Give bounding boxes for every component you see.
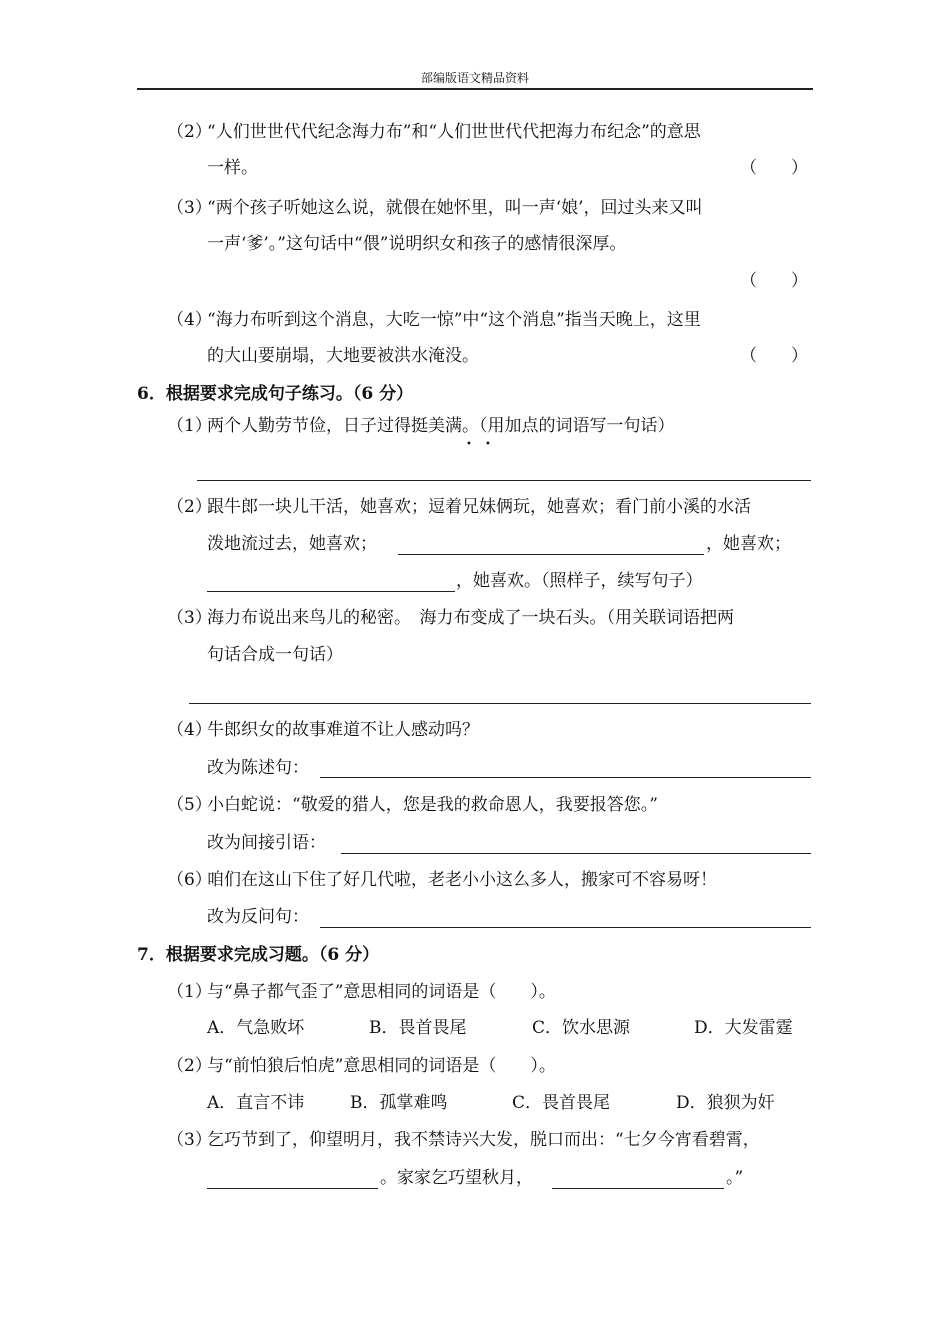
q7-p2-option-b[interactable]: B．孤掌难鸣 (350, 1093, 448, 1113)
q6-s3-num: （3） (167, 608, 212, 628)
q7-heading: 7．根据要求完成习题。（6 分） (137, 945, 380, 965)
q7-p1-option-a[interactable]: A．气急败坏 (207, 1018, 305, 1038)
q7-p3-line2a: 。家家乞巧望秋月， (380, 1168, 533, 1188)
emphasis-dot: • (485, 439, 491, 450)
q6-s2-num: （2） (167, 497, 212, 517)
q6-s3-answer-line[interactable] (189, 703, 811, 704)
q6-s2-line2b: ，她喜欢； (706, 534, 791, 554)
q6-s6-text: 咱们在这山下住了好几代啦，老老小小这么多人，搬家可不容易呀！ (207, 870, 717, 890)
q5-item-2-num: （2） (167, 122, 212, 142)
q5-item-2-line1: “人们世世代代纪念海力布”和“人们世世代代把海力布纪念”的意思 (207, 122, 701, 142)
q5-item-4-line1: “海力布听到这个消息，大吃一惊”中“这个消息”指当天晚上，这里 (207, 310, 701, 330)
q7-p1-num: （1） (167, 982, 212, 1002)
q6-s6-num: （6） (167, 870, 212, 890)
q7-p2-option-a[interactable]: A．直言不讳 (207, 1093, 305, 1113)
q6-s2-line1: 跟牛郎一块儿干活，她喜欢；逗着兄妹俩玩，她喜欢；看门前小溪的水活 (207, 497, 751, 517)
q6-s5-prompt: 改为间接引语： (207, 833, 326, 853)
q6-s2-answer-line-2[interactable] (207, 591, 455, 592)
q5-item-3-line2: 一声‘爹’。”这句话中“偎”说明织女和孩子的感情很深厚。 (207, 234, 627, 254)
q6-s1-num: （1） (167, 416, 212, 436)
q6-s5-text: 小白蛇说：“敬爱的猎人，您是我的救命恩人，我要报答您。” (207, 795, 658, 815)
q6-s3-line2: 句话合成一句话） (207, 645, 343, 665)
q7-p1-option-d[interactable]: D．大发雷霆 (694, 1018, 793, 1038)
q7-p3-num: （3） (167, 1130, 212, 1150)
q7-p2-option-c[interactable]: C．畏首畏尾 (512, 1093, 611, 1113)
q7-p3-line2b: 。” (726, 1168, 744, 1188)
q5-item-2-answer[interactable]: （ ） (740, 158, 808, 178)
q6-s2-line2a: 泼地流过去，她喜欢； (207, 534, 377, 554)
q5-item-3-answer[interactable]: （ ） (740, 271, 808, 291)
q7-p2-option-d[interactable]: D．狼狈为奸 (676, 1093, 775, 1113)
q5-item-4-answer[interactable]: （ ） (740, 346, 808, 366)
q5-item-4-line2: 的大山要崩塌，大地要被洪水淹没。 (207, 346, 479, 366)
q5-item-4-num: （4） (167, 310, 212, 330)
q6-s4-prompt: 改为陈述句： (207, 758, 309, 778)
emphasis-dot: • (466, 439, 472, 450)
header-title: 部编版语文精品资料 (420, 71, 529, 85)
q5-item-3-line1: “两个孩子听她这么说，就偎在她怀里，叫一声‘娘’，回过头来又叫 (207, 198, 703, 218)
q7-p3-answer-line-2[interactable] (552, 1188, 724, 1189)
q6-s6-prompt: 改为反问句： (207, 907, 309, 927)
q6-s4-text: 牛郎织女的故事难道不让人感动吗？ (207, 720, 479, 740)
q6-s5-num: （5） (167, 795, 212, 815)
q5-item-3-num: （3） (167, 198, 212, 218)
q6-s1-text: 两个人勤劳节俭，日子过得挺美满。（用加点的词语写一句话） (207, 416, 675, 436)
q7-p1-option-c[interactable]: C．饮水思源 (532, 1018, 631, 1038)
q5-item-2-line2: 一样。 (207, 158, 258, 178)
q6-s4-num: （4） (167, 720, 212, 740)
q6-s5-answer-line[interactable] (341, 853, 811, 854)
q6-s2-line3: ，她喜欢。（照样子，续写句子） (456, 571, 703, 591)
q7-p1-text: 与“鼻子都气歪了”意思相同的词语是（ ）。 (207, 982, 556, 1002)
q6-heading: 6．根据要求完成句子练习。（6 分） (137, 384, 414, 404)
q7-p2-num: （2） (167, 1056, 212, 1076)
q7-p3-answer-line-1[interactable] (207, 1188, 378, 1189)
q6-s2-answer-line-1[interactable] (398, 554, 704, 555)
q7-p3-line1: 乞巧节到了，仰望明月，我不禁诗兴大发，脱口而出：“七夕今宵看碧霄， (207, 1130, 760, 1150)
q6-s6-answer-line[interactable] (320, 927, 811, 928)
q6-s3-line1: 海力布说出来鸟儿的秘密。 海力布变成了一块石头。（用关联词语把两 (207, 608, 734, 628)
q7-p1-option-b[interactable]: B．畏首畏尾 (369, 1018, 467, 1038)
q7-p2-text: 与“前怕狼后怕虎”意思相同的词语是（ ）。 (207, 1056, 556, 1076)
q6-s4-answer-line[interactable] (320, 777, 811, 778)
q6-s1-answer-line[interactable] (197, 480, 811, 481)
page-header (137, 70, 813, 90)
